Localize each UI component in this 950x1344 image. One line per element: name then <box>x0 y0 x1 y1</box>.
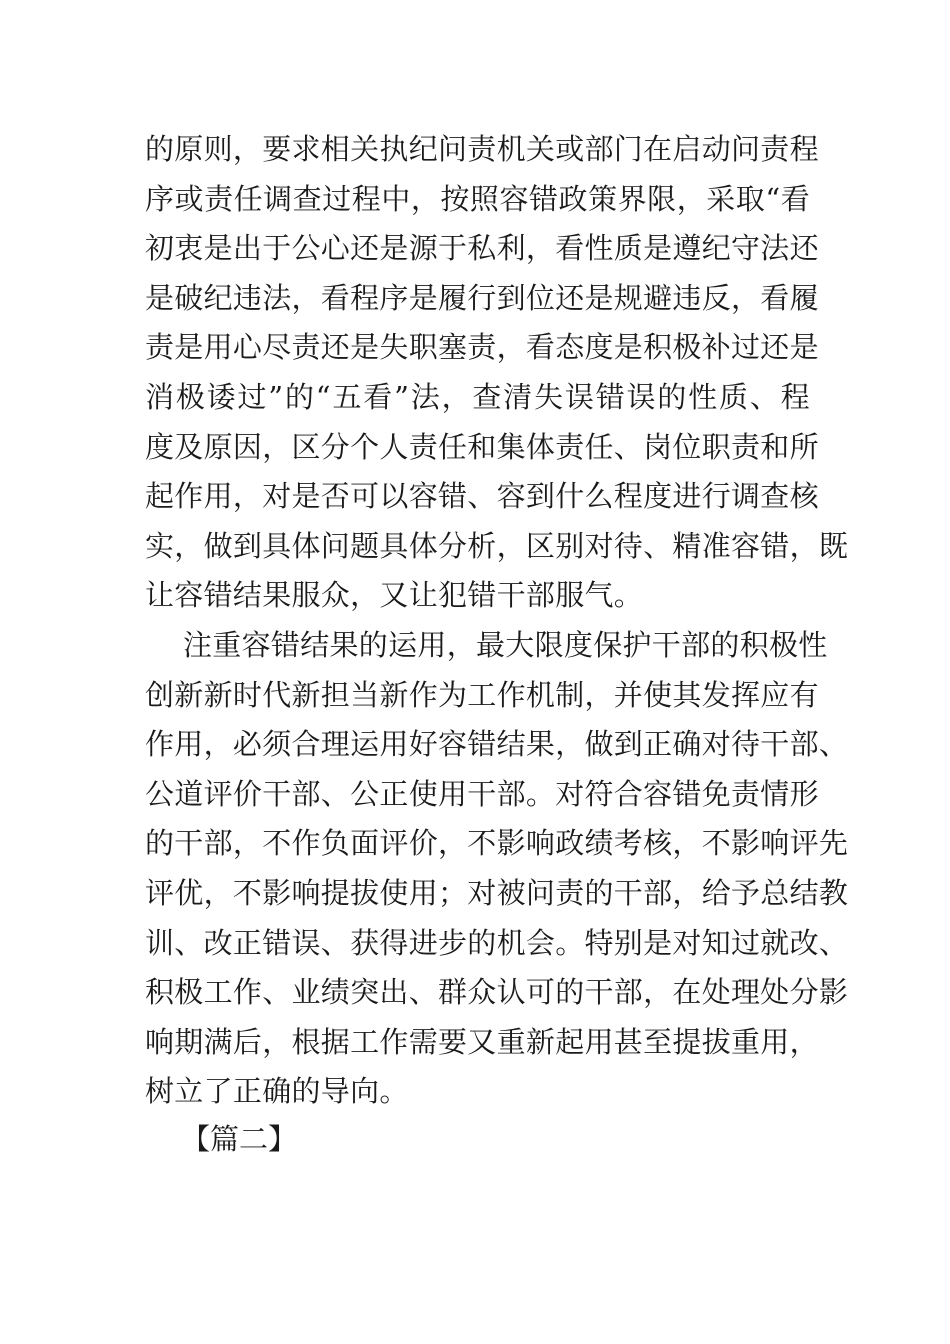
paragraph-line: 公道评价干部、公正使用干部。对符合容错免责情形 <box>145 776 819 811</box>
paragraph-line: 的干部，不作负面评价，不影响政绩考核，不影响评先 <box>145 826 849 861</box>
paragraph-2 <box>145 621 849 1117</box>
paragraph-line: 树立了正确的导向。 <box>145 1074 409 1109</box>
paragraph-line: 注重容错结果的运用，最大限度保护干部的积极性 <box>183 628 828 662</box>
paragraph-line: 训、改正错误、获得进步的机会。特别是对知过就改、 <box>145 925 849 960</box>
paragraph-line: 创新新时代新担当新作为工作机制，并使其发挥应有 <box>145 677 819 712</box>
paragraph-line: 的原则，要求相关执纪问责机关或部门在启动问责程 <box>145 132 819 166</box>
paragraph-line: 初衷是出于公心还是源于私利，看性质是遵纪守法还 <box>145 231 819 266</box>
paragraph-line: 度及原因，区分个人责任和集体责任、岗位职责和所 <box>145 429 819 464</box>
paragraph-line: 让容错结果服众，又让犯错干部服气。 <box>145 578 644 613</box>
paragraph-1 <box>145 125 849 621</box>
paragraph-line: 作用，必须合理运用好容错结果，做到正确对待干部、 <box>145 727 849 762</box>
paragraph-line: 是破纪违法，看程序是履行到位还是规避违反，看履 <box>145 280 819 315</box>
section-heading: 【篇二】 <box>181 1122 298 1156</box>
paragraph-line: 评优，不影响提拔使用；对被问责的干部，给予总结教 <box>145 875 849 910</box>
paragraph-line: 响期满后，根据工作需要又重新起用甚至提拔重用， <box>145 1024 819 1059</box>
paragraph-line: 序或责任调查过程中，按照容错政策界限，采取“看 <box>145 181 810 216</box>
paragraph-line: 消极诿过”的“五看”法，查清失误错误的性质、程 <box>145 379 810 414</box>
paragraph-line: 积极工作、业绩突出、群众认可的干部，在处理处分影 <box>145 975 849 1010</box>
paragraph-line: 起作用，对是否可以容错、容到什么程度进行调查核 <box>145 479 819 514</box>
paragraph-line: 责是用心尽责还是失职塞责，看态度是积极补过还是 <box>145 330 819 365</box>
paragraph-line: 实，做到具体问题具体分析，区别对待、精准容错，既 <box>145 528 849 563</box>
